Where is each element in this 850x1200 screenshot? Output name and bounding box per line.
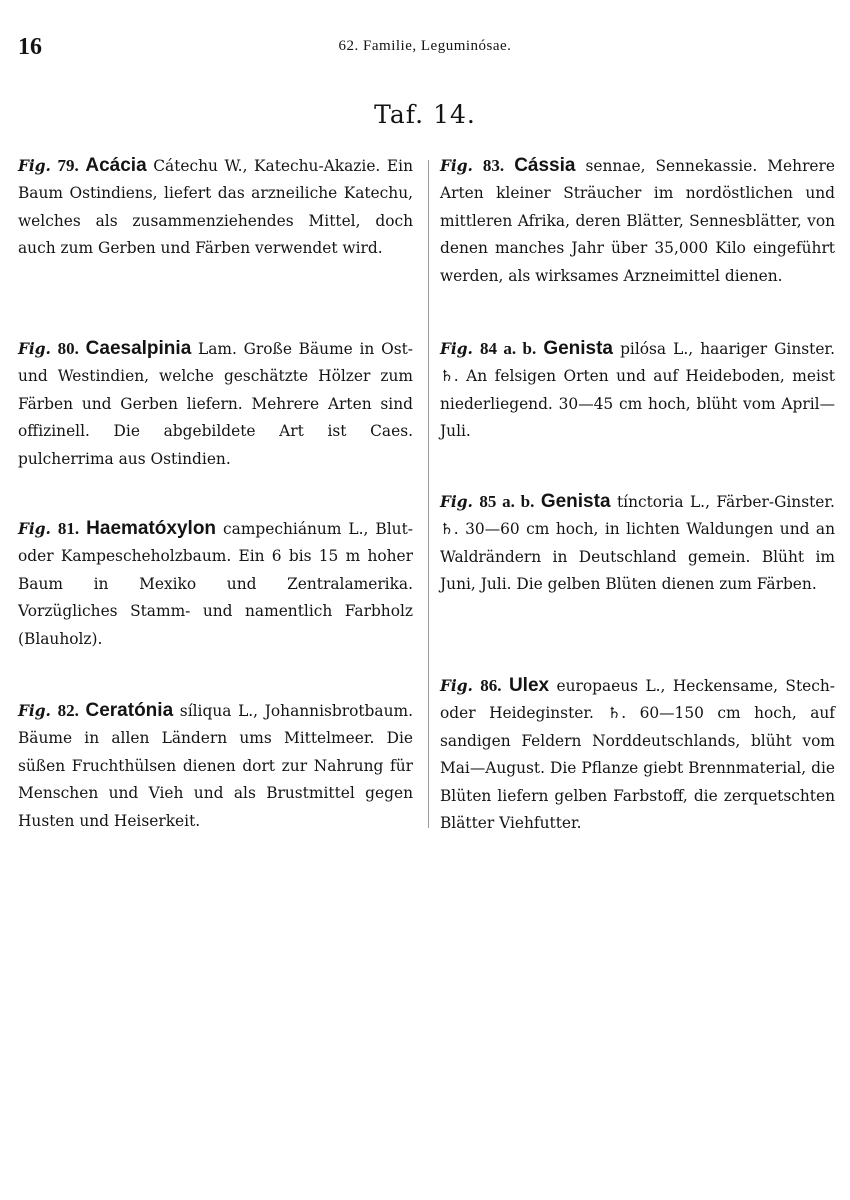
fig-label: Fig. <box>440 340 473 358</box>
entry-text: Lam. Große Bäume in Ost- und Westindien, welche geschätzte Hölzer zum Färben und Gerben liefern. Mehrere Arten sind offizinell. Die abgebildete Art ist Caes. pulcherrima aus Ostindien. <box>18 340 413 468</box>
fig-number: 86. <box>480 676 502 695</box>
genus-name: Genista <box>540 491 611 512</box>
entry-text: Cátechu W., Katechu-Akazie. Ein Baum Ostindiens, liefert das arzneiliche Katechu, welches als zusammenziehendes Mittel, doch auch zum Gerben und Färben verwendet wird. <box>18 157 413 258</box>
fig-label: Fig. <box>440 677 473 695</box>
page-number: 16 <box>18 34 42 60</box>
entry-fig-79 <box>18 152 413 263</box>
entry-text: tínctoria L., Färber-Ginster. ♄. 30—60 cm hoch, in lichten Waldungen und an Waldrändern in Deutschland gemein. Blüht im Juni, Juli. Die gelben Blüten dienen zum Färben. <box>440 493 835 594</box>
fig-label: Fig. <box>18 702 51 720</box>
fig-label: Fig. <box>440 493 473 511</box>
fig-label: Fig. <box>18 520 51 538</box>
genus-name: Ceratónia <box>85 700 174 721</box>
fig-number: 81. <box>57 519 80 538</box>
entry-fig-86 <box>440 672 835 837</box>
entry-fig-82 <box>18 697 413 835</box>
entry-fig-83 <box>440 152 835 290</box>
entry-fig-85 <box>440 488 835 599</box>
genus-name: Caesalpinia <box>85 338 192 359</box>
entry-text: síliqua L., Johannisbrotbaum. Bäume in allen Ländern ums Mittelmeer. Die süßen Fruchthülsen dienen dort zur Nahrung für Menschen und Vieh und als Brustmittel gegen Husten und Heiserkeit. <box>18 702 413 830</box>
entry-text: sennae, Sennekassie. Mehrere Arten kleiner Sträucher im nordöstlichen und mittleren Afrika, deren Blätter, Sennesblätter, von denen manches Jahr über 35,000 Kilo eingeführt werden, als wirksames Arzneimittel dienen. <box>440 157 835 285</box>
entry-fig-81 <box>18 515 413 653</box>
entry-fig-80 <box>18 335 413 473</box>
entry-text: campechiánum L., Blut- oder Kampescheholzbaum. Ein 6 bis 15 m hoher Baum in Mexiko und Zentralamerika. Vorzügliches Stamm- und namentlich Farbholz (Blauholz). <box>18 520 413 648</box>
running-head: 62. Familie, Leguminósae. <box>338 38 512 54</box>
fig-number: 83. <box>482 156 505 175</box>
entry-fig-84 <box>440 335 835 446</box>
fig-label: Fig. <box>440 157 473 175</box>
column-divider <box>428 160 429 828</box>
fig-number: 85 a. b. <box>479 492 535 511</box>
fig-label: Fig. <box>18 157 51 175</box>
genus-name: Acácia <box>85 155 147 176</box>
entry-text: pilósa L., haariger Ginster. ♄. An felsigen Orten und auf Heideboden, meist niederliegend. 30—45 cm hoch, blüht vom April—Juli. <box>440 340 835 441</box>
fig-number: 84 a. b. <box>479 339 537 358</box>
fig-number: 82. <box>57 701 79 720</box>
fig-number: 79. <box>57 156 79 175</box>
plate-title: Taf. 14. <box>374 100 476 129</box>
fig-number: 80. <box>57 339 79 358</box>
fig-label: Fig. <box>18 340 51 358</box>
genus-name: Cássia <box>514 155 576 176</box>
genus-name: Ulex <box>508 675 550 696</box>
entry-text: europaeus L., Heckensame, Stech- oder Heideginster. ♄. 60—150 cm hoch, auf sandigen Feldern Norddeutschlands, blüht vom Mai—August. Die Pflanze giebt Brennmaterial, die Blüten liefern gelben Farbstoff, die zerquetschten Blätter Viehfutter. <box>440 677 835 833</box>
genus-name: Genista <box>543 338 614 359</box>
genus-name: Haematóxylon <box>86 518 217 539</box>
